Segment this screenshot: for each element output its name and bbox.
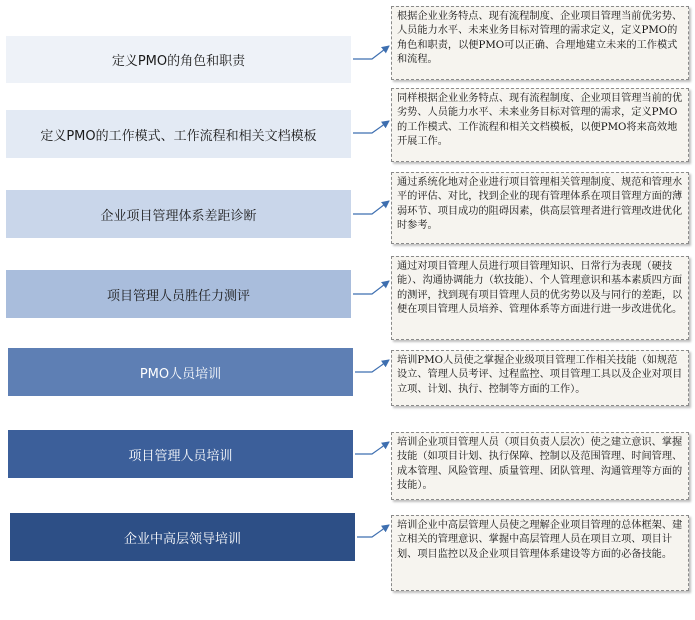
note-pm-training: 培训企业项目管理人员（项目负责人层次）使之建立意识、掌握技能（如项目计划、执行保障、控制以及范围管理、时间管理、成本管理、风险管理、质量管理、团队管理、沟通管理等方面的技能）。 — [391, 432, 689, 500]
note-define-pmo-workflow: 同样根据企业业务特点、现有流程制度、企业项目管理当前的优劣势、人员能力水平、未来业务目标对管理的需求，定义PMO的工作模式、工作流程和相关文档模板，以便PMO将来高效地开展工作。 — [391, 88, 689, 162]
step-define-pmo-role: 定义PMO的角色和职责 — [6, 36, 351, 83]
arrow-3 — [353, 201, 389, 214]
step-pmo-training: PMO人员培训 — [8, 348, 353, 396]
note-executive-training: 培训企业中高层管理人员使之理解企业项目管理的总体框架、建立相关的管理意识、掌握中高层管理人员在项目立项、项目计划、项目监控以及企业项目管理体系建设等方面的必备技能。 — [391, 515, 689, 591]
arrow-4 — [353, 281, 389, 294]
arrow-6 — [355, 442, 389, 454]
step-pm-training: 项目管理人员培训 — [8, 430, 353, 478]
note-gap-diagnosis: 通过系统化地对企业进行项目管理相关管理制度、规范和管理水平的评估、对比，找到企业的现有管理体系在项目管理方面的薄弱环节、项目成功的阻碍因素，供高层管理者进行管理改进优化时参考。 — [391, 172, 689, 244]
arrow-5 — [355, 360, 389, 372]
step-executive-training: 企业中高层领导培训 — [10, 513, 355, 561]
step-define-pmo-workflow: 定义PMO的工作模式、工作流程和相关文档模板 — [6, 110, 351, 158]
arrow-2 — [353, 121, 389, 133]
arrow-7 — [357, 525, 389, 537]
arrow-1 — [353, 46, 389, 59]
step-gap-diagnosis: 企业项目管理体系差距诊断 — [6, 190, 351, 238]
step-competency-assessment: 项目管理人员胜任力测评 — [6, 270, 351, 318]
note-define-pmo-role: 根据企业业务特点、现有流程制度、企业项目管理当前优劣势、人员能力水平、未来业务目标对管理的需求定义，定义PMO的角色和职责，以便PMO可以正确、合理地建立未来的工作模式和流程。 — [391, 6, 689, 80]
note-competency-assessment: 通过对项目管理人员进行项目管理知识、日常行为表现（硬技能）、沟通协调能力（软技能）、个人管理意识和基本素质四方面的测评，找到现有项目管理人员的优劣势以及与同行的差距，以便在项目管理人员培养、管理体系等方面进行进一步改进优化。 — [391, 256, 689, 340]
note-pmo-training: 培训PMO人员使之掌握企业级项目管理工作相关技能（如规范设立、管理人员考评、过程监控、项目管理工具以及企业对项目立项、计划、执行、控制等方面的工作）。 — [391, 350, 689, 406]
